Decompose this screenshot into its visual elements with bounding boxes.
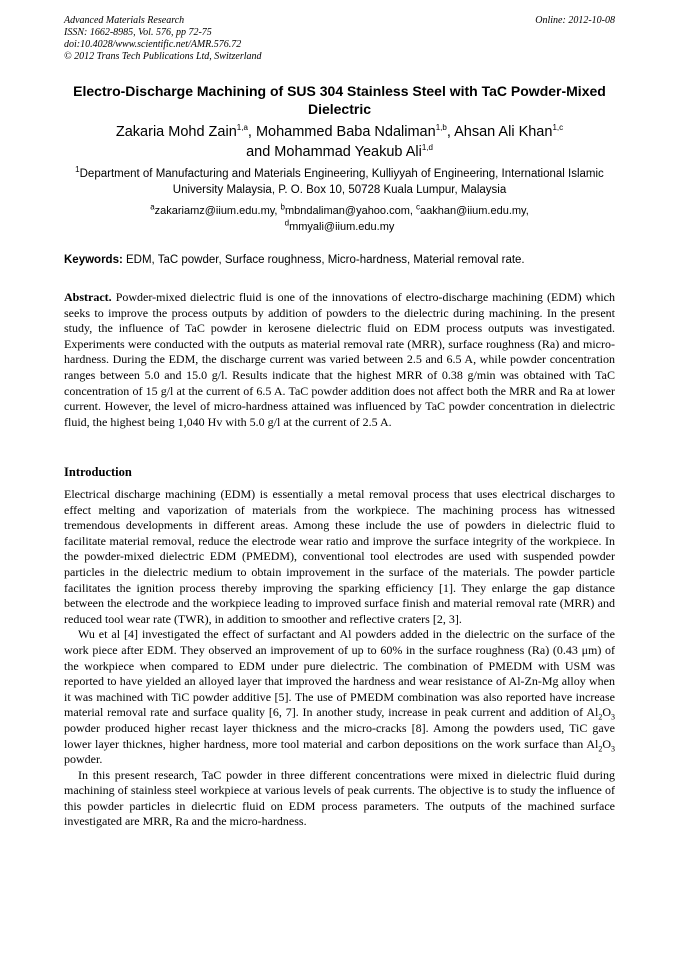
journal-name: Advanced Materials Research — [64, 15, 185, 26]
author-name: Zakaria Mohd Zain — [115, 124, 237, 140]
paragraph — [64, 627, 615, 767]
online-date: Online: 2012-10-08 — [535, 15, 615, 26]
paragraph-text: powder. — [64, 752, 103, 767]
paragraph-text: powder produced higher recast layer thickness and the micro-cracks [8]. Among the powders used, TiC gave lower layer thicknes, higher hardness, more tool material and carbon depositions on the work surface than Al — [64, 720, 615, 751]
introduction-body — [64, 487, 615, 830]
abstract-text: Powder-mixed dielectric fluid is one of the innovations of electro-discharge machining (EDM) which seeks to improve the process outputs by addition of powders to the dielectric during machining. In the present study, the influence of TaC powder in kerosene dielectric fluid on EDM process outputs was investigated. Experiments were conducted with the outputs as material removal rate (MRR), surface roughness (Ra) and micro-hardness. During the EDM, the discharge current was varied between 2.5 and 6.5 A, while powder concentration ranges between 5.0 and 15.0 g/l. Results indicate that the highest MRR of 0.38 g/min was obtained with TaC concentration of 15 g/l at the current of 6.5 A. TaC powder addition does not affect both the MRR and Ra at lower current. However, the level of micro-hardness attained was influenced by TaC powder concentration in dielectric fluid, the highest being 1,040 Hv with 5.0 g/l at the current of 2.5 A. — [64, 290, 615, 429]
keywords-text: EDM, TaC powder, Surface roughness, Micro-hardness, Material removal rate. — [126, 254, 525, 266]
author-conjunction: and — [246, 144, 271, 160]
email-mark: b — [280, 202, 285, 212]
email-link[interactable]: aakhan@iium.edu.my, — [420, 205, 529, 217]
author-affiliation-mark: 1,d — [421, 143, 433, 153]
subscript: 2 — [598, 712, 603, 722]
subscript: 3 — [611, 712, 615, 722]
paragraph-text: O — [602, 705, 611, 720]
email-mark: c — [416, 202, 420, 212]
email-list — [64, 203, 615, 235]
affiliation-text: Department of Manufacturing and Materials Engineering, Kulliyyah of Engineering, International Islamic University Malaysia, P. O. Box 10, 50728 Kuala Lumpur, Malaysia — [79, 168, 604, 196]
paragraph-text: O — [602, 736, 611, 751]
abstract — [64, 290, 615, 430]
subscript: 3 — [611, 743, 615, 753]
subscript: 2 — [598, 743, 603, 753]
email-mark: a — [150, 202, 155, 212]
author-affiliation-mark: 1,b — [435, 123, 447, 133]
paragraph: In this present research, TaC powder in three different concentrations were mixed in dielectric fluid during machining of stainless steel workpiece at various levels of peak currents. The objective is to study the influence of this powder particles in dielecrtic fluid on EDM process parameters. The outputs of the machined surface investigated are MRR, Ra and the micro-hardness. — [64, 767, 615, 829]
author-name: Ahsan Ali Khan — [454, 124, 553, 140]
keywords-label: Keywords: — [64, 254, 123, 266]
author-list: Zakaria Mohd Zain$^{1,a}$, Mohammed Baba Ndaliman$^{1,b}$, Ahsan Ali Khan$^{1,c}$ and Mohammad Yeakub Ali$^{1,d}$ — [115, 123, 564, 160]
author-name: Mohammad Yeakub Ali — [274, 144, 422, 160]
doi-line: doi:10.4028/www.scientific.net/AMR.576.72 — [64, 39, 242, 50]
abstract-label: Abstract. — [64, 290, 112, 304]
issn-line: ISSN: 1662-8985, Vol. 576, pp 72-75 — [64, 27, 212, 38]
affiliation-mark: 1 — [75, 165, 80, 175]
affiliation — [64, 166, 615, 198]
paper-title: Electro-Discharge Machining of SUS 304 Stainless Steel with TaC Powder-Mixed Dielectric — [73, 83, 606, 117]
paragraph-text: Wu et al [4] investigated the effect of surfactant and Al powders added in the dielectric on the surface of the work piece after EDM. They observed an improvement of up to 60% in the surface roughness (Ra) (0.43 μm) of the workpiece when compared to EDM under pure dielectric. The combination of PMEDM with USM was reported to have yielded an alloyed layer that improved the hardness and wear resistance of Al-Zn-Mg alloy when it was machined with TiC powder additive [5]. The use of PMEDM combination was also reported have increase material removal rate and surface quality [6, 7]. In another study, increase in peak current and addition of Al — [64, 627, 615, 720]
email-link[interactable]: mmyali@iium.edu.my — [289, 221, 395, 233]
paragraph: Electrical discharge machining (EDM) is essentially a metal removal process that uses electrical discharges to effect melting and vaporization of materials from the workpiece. The machining process has witnessed tremendous developments in different areas. Among these include the use of powders in dielectric fluid to facilitate material removal, reduce the electrode wear ratio and improve the surface integrity of the workpiece. In the powder-mixed dielectric EDM (PMEDM), conventional tool electrodes are used with suspended powder particles in the dielectric medium to obtain improvement in the surface of the materials. The powder particle facilitates the ignition process thereby improving the sparking efficiency [1]. They enlarge the gap distance between the electrode and the workpiece leading to improved surface finish and material removal rate (MRR) and reduced tool wear rate (TWR), in addition to smoother and reflective craters [2, 3]. — [64, 487, 615, 626]
author-name: Mohammed Baba Ndaliman — [255, 124, 436, 140]
journal-header — [64, 15, 615, 63]
keywords — [64, 252, 615, 268]
section-heading: Introduction — [64, 465, 132, 479]
email-mark: d — [284, 218, 290, 228]
email-link[interactable]: mbndaliman@yahoo.com, — [284, 205, 413, 217]
email-link[interactable]: zakariamz@iium.edu.my, — [154, 205, 278, 217]
journal-info — [64, 15, 262, 63]
copyright-line: © 2012 Trans Tech Publications Ltd, Switzerland — [64, 51, 262, 62]
author-affiliation-mark: 1,c — [552, 123, 564, 133]
author-affiliation-mark: 1,a — [236, 123, 248, 133]
